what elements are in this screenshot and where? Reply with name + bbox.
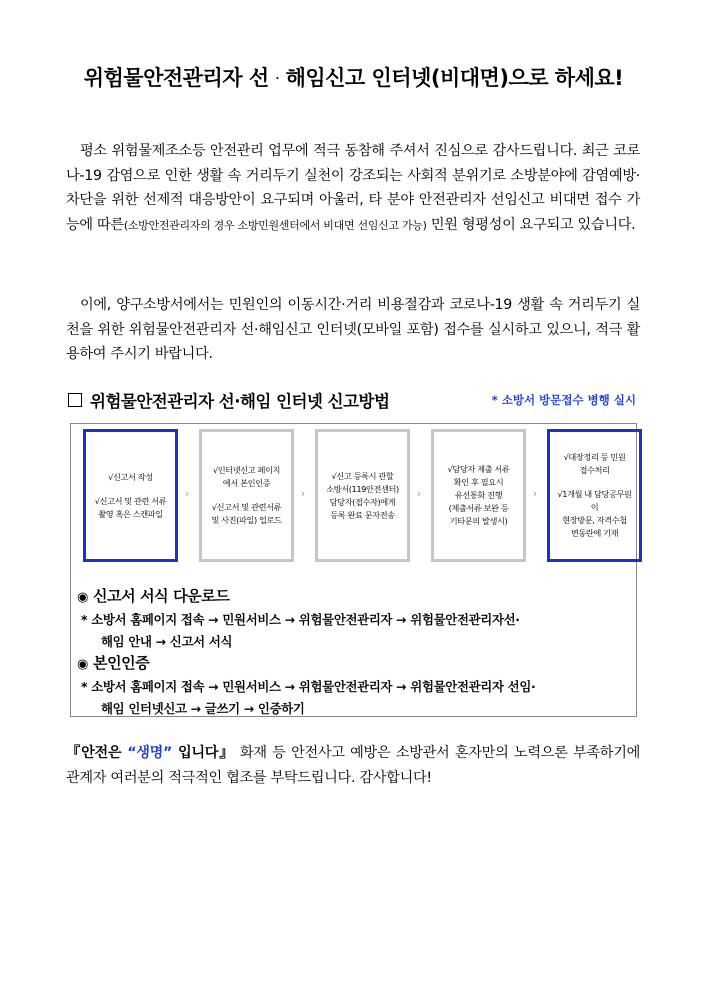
bullseye-icon: ◉ bbox=[77, 590, 88, 605]
download-path-line-1: * 소방서 홈페이지 접속 → 민원서비스 → 위험물안전관리자 → 위험물안전관리자선· bbox=[81, 612, 520, 627]
flow-step-5-line-1: √대장정리 등 민원 bbox=[563, 452, 626, 462]
auth-heading-text: 본인인증 bbox=[93, 654, 150, 672]
intro-paragraph-2 bbox=[66, 293, 640, 367]
flow-step-2 bbox=[199, 429, 294, 562]
download-heading bbox=[77, 585, 629, 606]
flow-step-5-line-4: √1개월 내 담당공무원이 bbox=[557, 489, 632, 512]
flow-step-3-line-4: 등록 완료 문자전송 bbox=[330, 509, 395, 520]
flow-step-2-line-2: 에서 본인인증 bbox=[222, 478, 271, 488]
closing-text: 화재 등 안전사고 예방은 소방관서 혼자만의 노력으론 부족하기에 관계자 여러분의 적극적인 협조를 부탁드립니다. 감사합니다! bbox=[66, 745, 641, 786]
flow-step-3-line-2: 소방서(119안전센터) bbox=[326, 483, 399, 494]
auth-path-line-2: 해임 인터넷신고 → 글쓰기 → 인증하기 bbox=[101, 701, 305, 716]
intro-text-2: 이에, 양구소방서에서는 민원인의 이동시간·거리 비용절감과 코로나-19 생활 속 거리두기 실천을 위한 위험물안전관리자 선·해임신고 인터넷(모바일 포함) 접수를 실시하고 있으니, 적극 활용하여 주시기 바랍니다. bbox=[66, 297, 640, 363]
intro-text-a: 평소 위험물제조소등 안전관리 업무에 적극 동참해 주셔서 진심으로 감사드립니다. 최근 코로나-19 감염으로 인한 생활 속 거리두기 실천이 강조되는 사회적 분위기로 소방분야에 감염예방·차단을 위한 선제적 대응방안이 요구되며 아울러, 타 분야 안전관리자 선임신고 비대면 접수 가능에 따른 bbox=[66, 143, 640, 233]
intro-paragraph-1 bbox=[66, 139, 640, 238]
section-title: 위험물안전관리자 선·해임 인터넷 신고방법 bbox=[90, 392, 390, 411]
flow-step-2-line-4: √신고서 및 관련서류 bbox=[211, 502, 282, 512]
title-part-1: 위험물안전관리자 선 bbox=[83, 66, 269, 90]
flow-arrow-icon: › bbox=[416, 487, 422, 500]
flow-step-3-line-1: √신고 등록시 관할 bbox=[331, 470, 394, 481]
flow-step-3 bbox=[315, 429, 410, 562]
section-header bbox=[66, 388, 640, 412]
download-heading-text: 신고서 서식 다운로드 bbox=[93, 587, 230, 605]
download-path bbox=[77, 609, 643, 653]
bullseye-icon: ◉ bbox=[77, 657, 88, 672]
flow-step-4-line-1: √담당자 제출 서류 bbox=[447, 464, 510, 474]
title-part-2: 해임신고 인터넷(비대면)으로 하세요! bbox=[285, 66, 624, 90]
flow-step-1 bbox=[83, 429, 178, 562]
page-title bbox=[0, 62, 707, 92]
flow-step-4-line-2: 확인 후 필요시 bbox=[453, 477, 504, 487]
flow-step-1-line-4: 촬영 혹은 스캔파일 bbox=[98, 508, 163, 519]
flow-step-5-line-6: 변동란에 기재 bbox=[570, 528, 619, 538]
flow-step-1-line-2 bbox=[92, 484, 169, 495]
intro-note: (소방안전관리자의 경우 소방민원센터에서 비대면 선임신고 가능) bbox=[123, 218, 427, 232]
closing-life: “생명” bbox=[127, 745, 173, 761]
section-note: * 소방서 방문접수 병행 실시 bbox=[491, 393, 636, 407]
auth-path bbox=[77, 676, 643, 720]
flow-step-1-line-3: √신고서 및 관련 서류 bbox=[94, 495, 167, 506]
title-separator: · bbox=[275, 73, 279, 85]
flow-step-2-line-5: 및 사진(파일) 업로드 bbox=[211, 515, 282, 525]
closing-paragraph bbox=[66, 741, 640, 790]
flow-step-5 bbox=[547, 429, 642, 562]
closing-quote-close: 입니다』 bbox=[172, 745, 235, 761]
download-path-line-2: 해임 안내 → 신고서 서식 bbox=[101, 634, 233, 649]
flow-arrow-icon: › bbox=[184, 487, 190, 500]
flow-step-4-line-4: (제출서류 보완 등 bbox=[448, 503, 509, 513]
flow-step-5-line-3 bbox=[556, 477, 633, 488]
flow-step-4 bbox=[431, 429, 526, 562]
flow-step-1-line-1: √신고서 작성 bbox=[108, 471, 153, 482]
flow-step-3-line-3: 담당자(접수자)에게 bbox=[329, 496, 396, 507]
flow-step-5-line-5: 현장방문, 자격수첩 bbox=[562, 515, 627, 525]
checkbox-icon bbox=[68, 393, 82, 407]
flow-diagram bbox=[83, 429, 632, 562]
flow-arrow-icon: › bbox=[300, 487, 306, 500]
flow-step-4-line-5: 기타문의 발생시) bbox=[449, 516, 508, 526]
procedure-panel bbox=[70, 423, 637, 717]
flow-arrow-icon: › bbox=[532, 487, 538, 500]
auth-path-line-1: * 소방서 홈페이지 접속 → 민원서비스 → 위험물안전관리자 → 위험물안전관리자 선임· bbox=[81, 679, 536, 694]
closing-quote-open: 『안전은 bbox=[66, 745, 128, 761]
auth-heading bbox=[77, 652, 629, 673]
flow-step-2-line-3 bbox=[208, 490, 285, 501]
intro-text-b: 민원 형평성이 요구되고 있습니다. bbox=[426, 216, 636, 233]
flow-step-2-line-1: √인터넷신고 페이지 bbox=[212, 465, 281, 475]
flow-step-5-line-2: 접수처리 bbox=[579, 465, 610, 475]
flow-step-4-line-3: 유선통화 진행 bbox=[454, 490, 503, 500]
